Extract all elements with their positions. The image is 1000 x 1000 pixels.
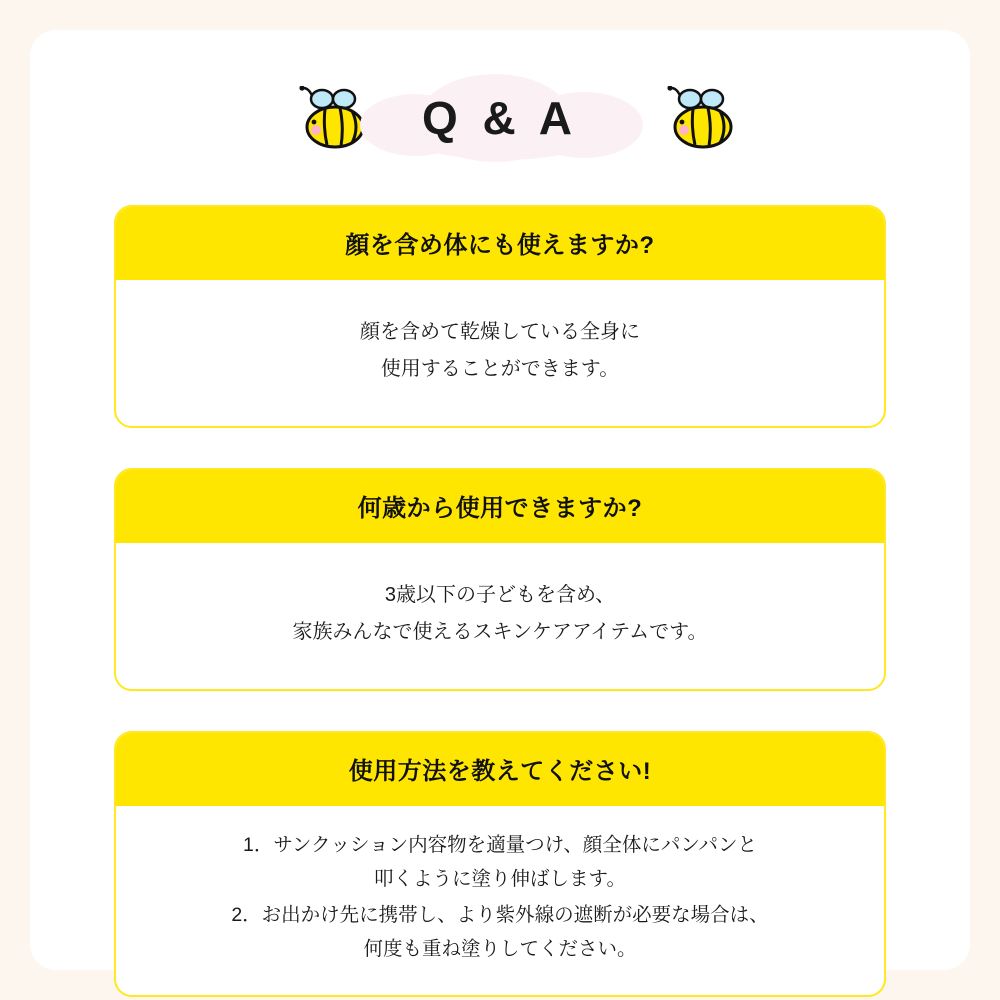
- bee-icon: [660, 86, 746, 152]
- faq-question: 何歳から使用できますか?: [116, 470, 884, 543]
- qa-page: [30, 30, 970, 970]
- faq-list: [30, 205, 970, 997]
- step-line: 何度も重ね塗りしてください。: [363, 938, 637, 961]
- title-cloud: [350, 72, 650, 164]
- answer-line: 使用することができます。: [380, 358, 620, 380]
- faq-question: 使用方法を教えてください!: [116, 733, 884, 806]
- page-title: Q & A: [421, 91, 579, 144]
- faq-answer: [116, 543, 884, 689]
- step-line: 2．お出かけ先に携帯し、より紫外線の遮断が必要な場合は、: [231, 904, 769, 927]
- step-line: 1．サンクッション内容物を適量つけ、顔全体にパンパンと: [243, 834, 757, 856]
- list-item: [140, 898, 860, 966]
- page-header: [30, 30, 970, 205]
- faq-item: [114, 731, 886, 997]
- usage-step-list: [140, 828, 860, 967]
- step-line: 叩くように塗り伸ばします。: [374, 868, 626, 891]
- faq-item: [114, 205, 886, 428]
- faq-answer: [116, 280, 884, 426]
- answer-line: 家族みんなで使えるスキンケアアイテムです。: [292, 621, 708, 643]
- faq-item: [114, 468, 886, 691]
- answer-line: 顔を含めて乾燥している全身に: [360, 321, 640, 343]
- faq-question: 顔を含め体にも使えますか?: [116, 207, 884, 280]
- list-item: [140, 828, 860, 896]
- faq-answer: [116, 806, 884, 995]
- answer-line: 3歳以下の子どもを含め、: [384, 584, 616, 606]
